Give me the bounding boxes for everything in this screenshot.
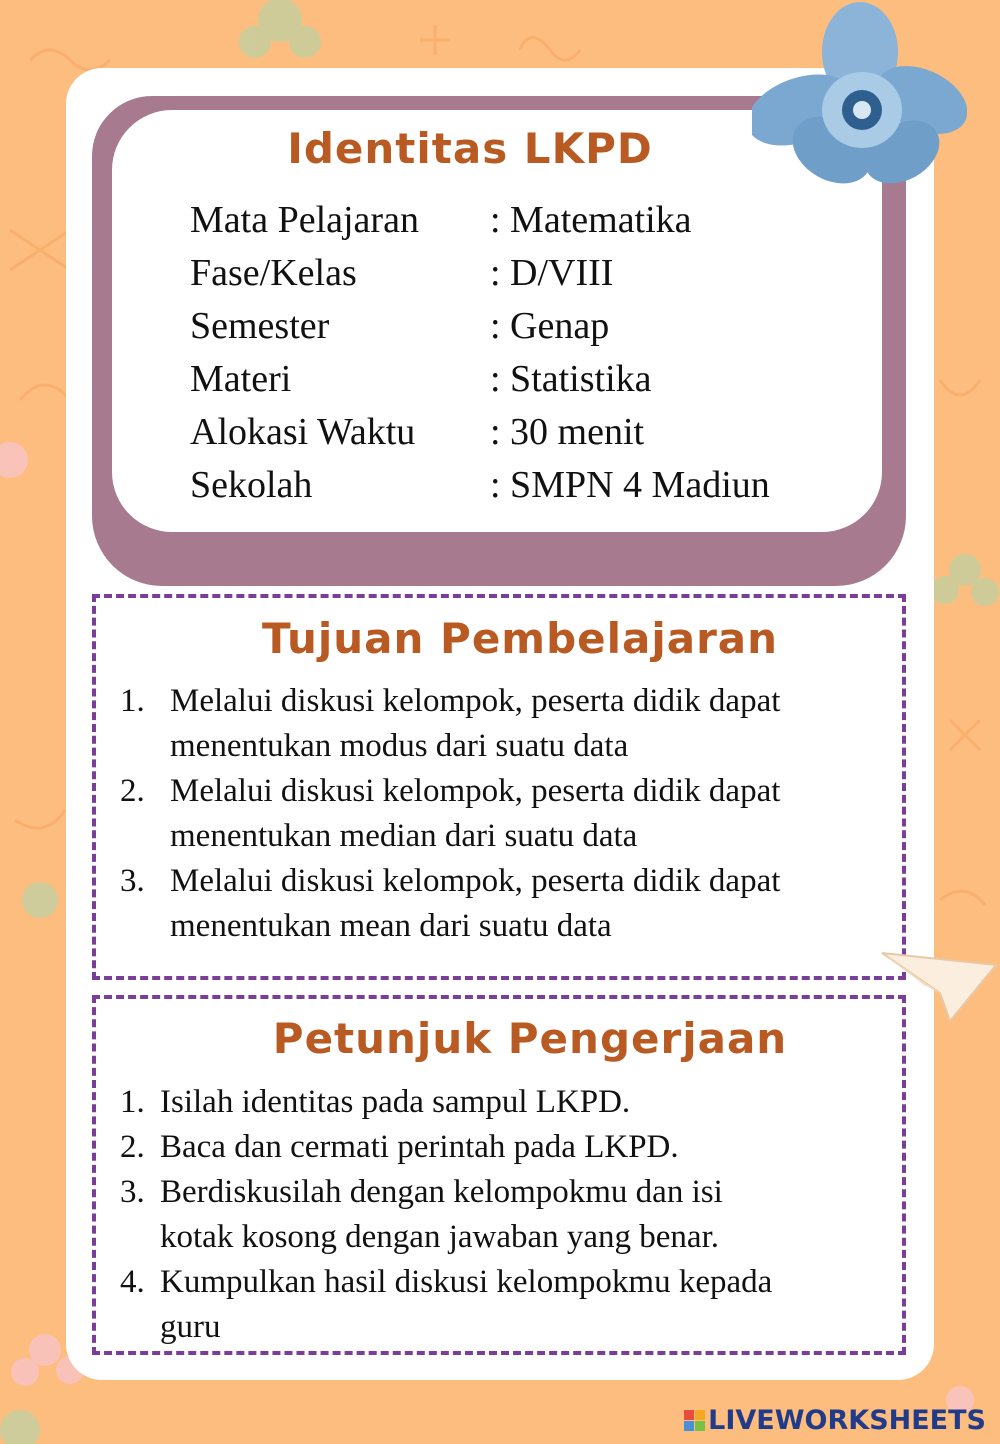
list-item (120, 1080, 880, 1125)
identity-label: Sekolah (190, 464, 313, 506)
list-number: 4. (120, 1264, 145, 1300)
list-text: Melalui diskusi kelompok, peserta didik dapat (170, 683, 781, 719)
list-number: 1. (120, 683, 145, 719)
list-number: 3. (120, 1174, 145, 1210)
list-text: kotak kosong dengan jawaban yang benar. (160, 1219, 720, 1255)
list-text: guru (160, 1309, 221, 1345)
identity-value: : D/VIII (490, 252, 614, 294)
identity-label: Materi (190, 358, 292, 400)
list-text: menentukan median dari suatu data (170, 818, 638, 854)
list-item (120, 1125, 880, 1170)
list-text: Baca dan cermati perintah pada LKPD. (160, 1129, 679, 1165)
list-text: menentukan mean dari suatu data (170, 908, 612, 944)
petunjuk-list (120, 1080, 880, 1350)
list-text: Melalui diskusi kelompok, peserta didik dapat (170, 863, 781, 899)
identity-value: : SMPN 4 Madiun (490, 464, 770, 506)
liveworksheets-logo-icon (684, 1410, 705, 1431)
list-number: 3. (120, 863, 145, 899)
identity-title: Identitas LKPD (287, 124, 653, 173)
list-text: Berdiskusilah dengan kelompokmu dan isi (160, 1174, 723, 1210)
list-text: Isilah identitas pada sampul LKPD. (160, 1084, 631, 1120)
list-item (120, 679, 880, 769)
identity-label: Alokasi Waktu (190, 411, 416, 453)
list-item (120, 769, 880, 859)
identity-label: Fase/Kelas (190, 252, 357, 294)
list-item (120, 859, 880, 949)
identity-value: : Statistika (490, 358, 652, 400)
identity-value: : 30 menit (490, 411, 645, 453)
list-text: Kumpulkan hasil diskusi kelompokmu kepada (160, 1264, 773, 1300)
list-item (120, 1260, 880, 1350)
list-number: 2. (120, 773, 145, 809)
list-text: Melalui diskusi kelompok, peserta didik dapat (170, 773, 781, 809)
identity-value: : Matematika (490, 199, 692, 241)
list-item (120, 1170, 880, 1260)
list-number: 1. (120, 1084, 145, 1120)
flower-icon (752, 0, 967, 200)
petunjuk-title: Petunjuk Pengerjaan (272, 1014, 788, 1063)
identity-label: Mata Pelajaran (190, 199, 419, 241)
liveworksheets-watermark (684, 1405, 986, 1436)
tujuan-list (120, 679, 880, 949)
tujuan-title: Tujuan Pembelajaran (261, 614, 779, 663)
identity-label: Semester (190, 305, 330, 347)
identity-value: : Genap (490, 305, 610, 347)
list-number: 2. (120, 1129, 145, 1165)
paper-plane-icon (880, 945, 998, 1025)
list-text: menentukan modus dari suatu data (170, 728, 629, 764)
watermark-text: LIVEWORKSHEETS (708, 1405, 986, 1436)
